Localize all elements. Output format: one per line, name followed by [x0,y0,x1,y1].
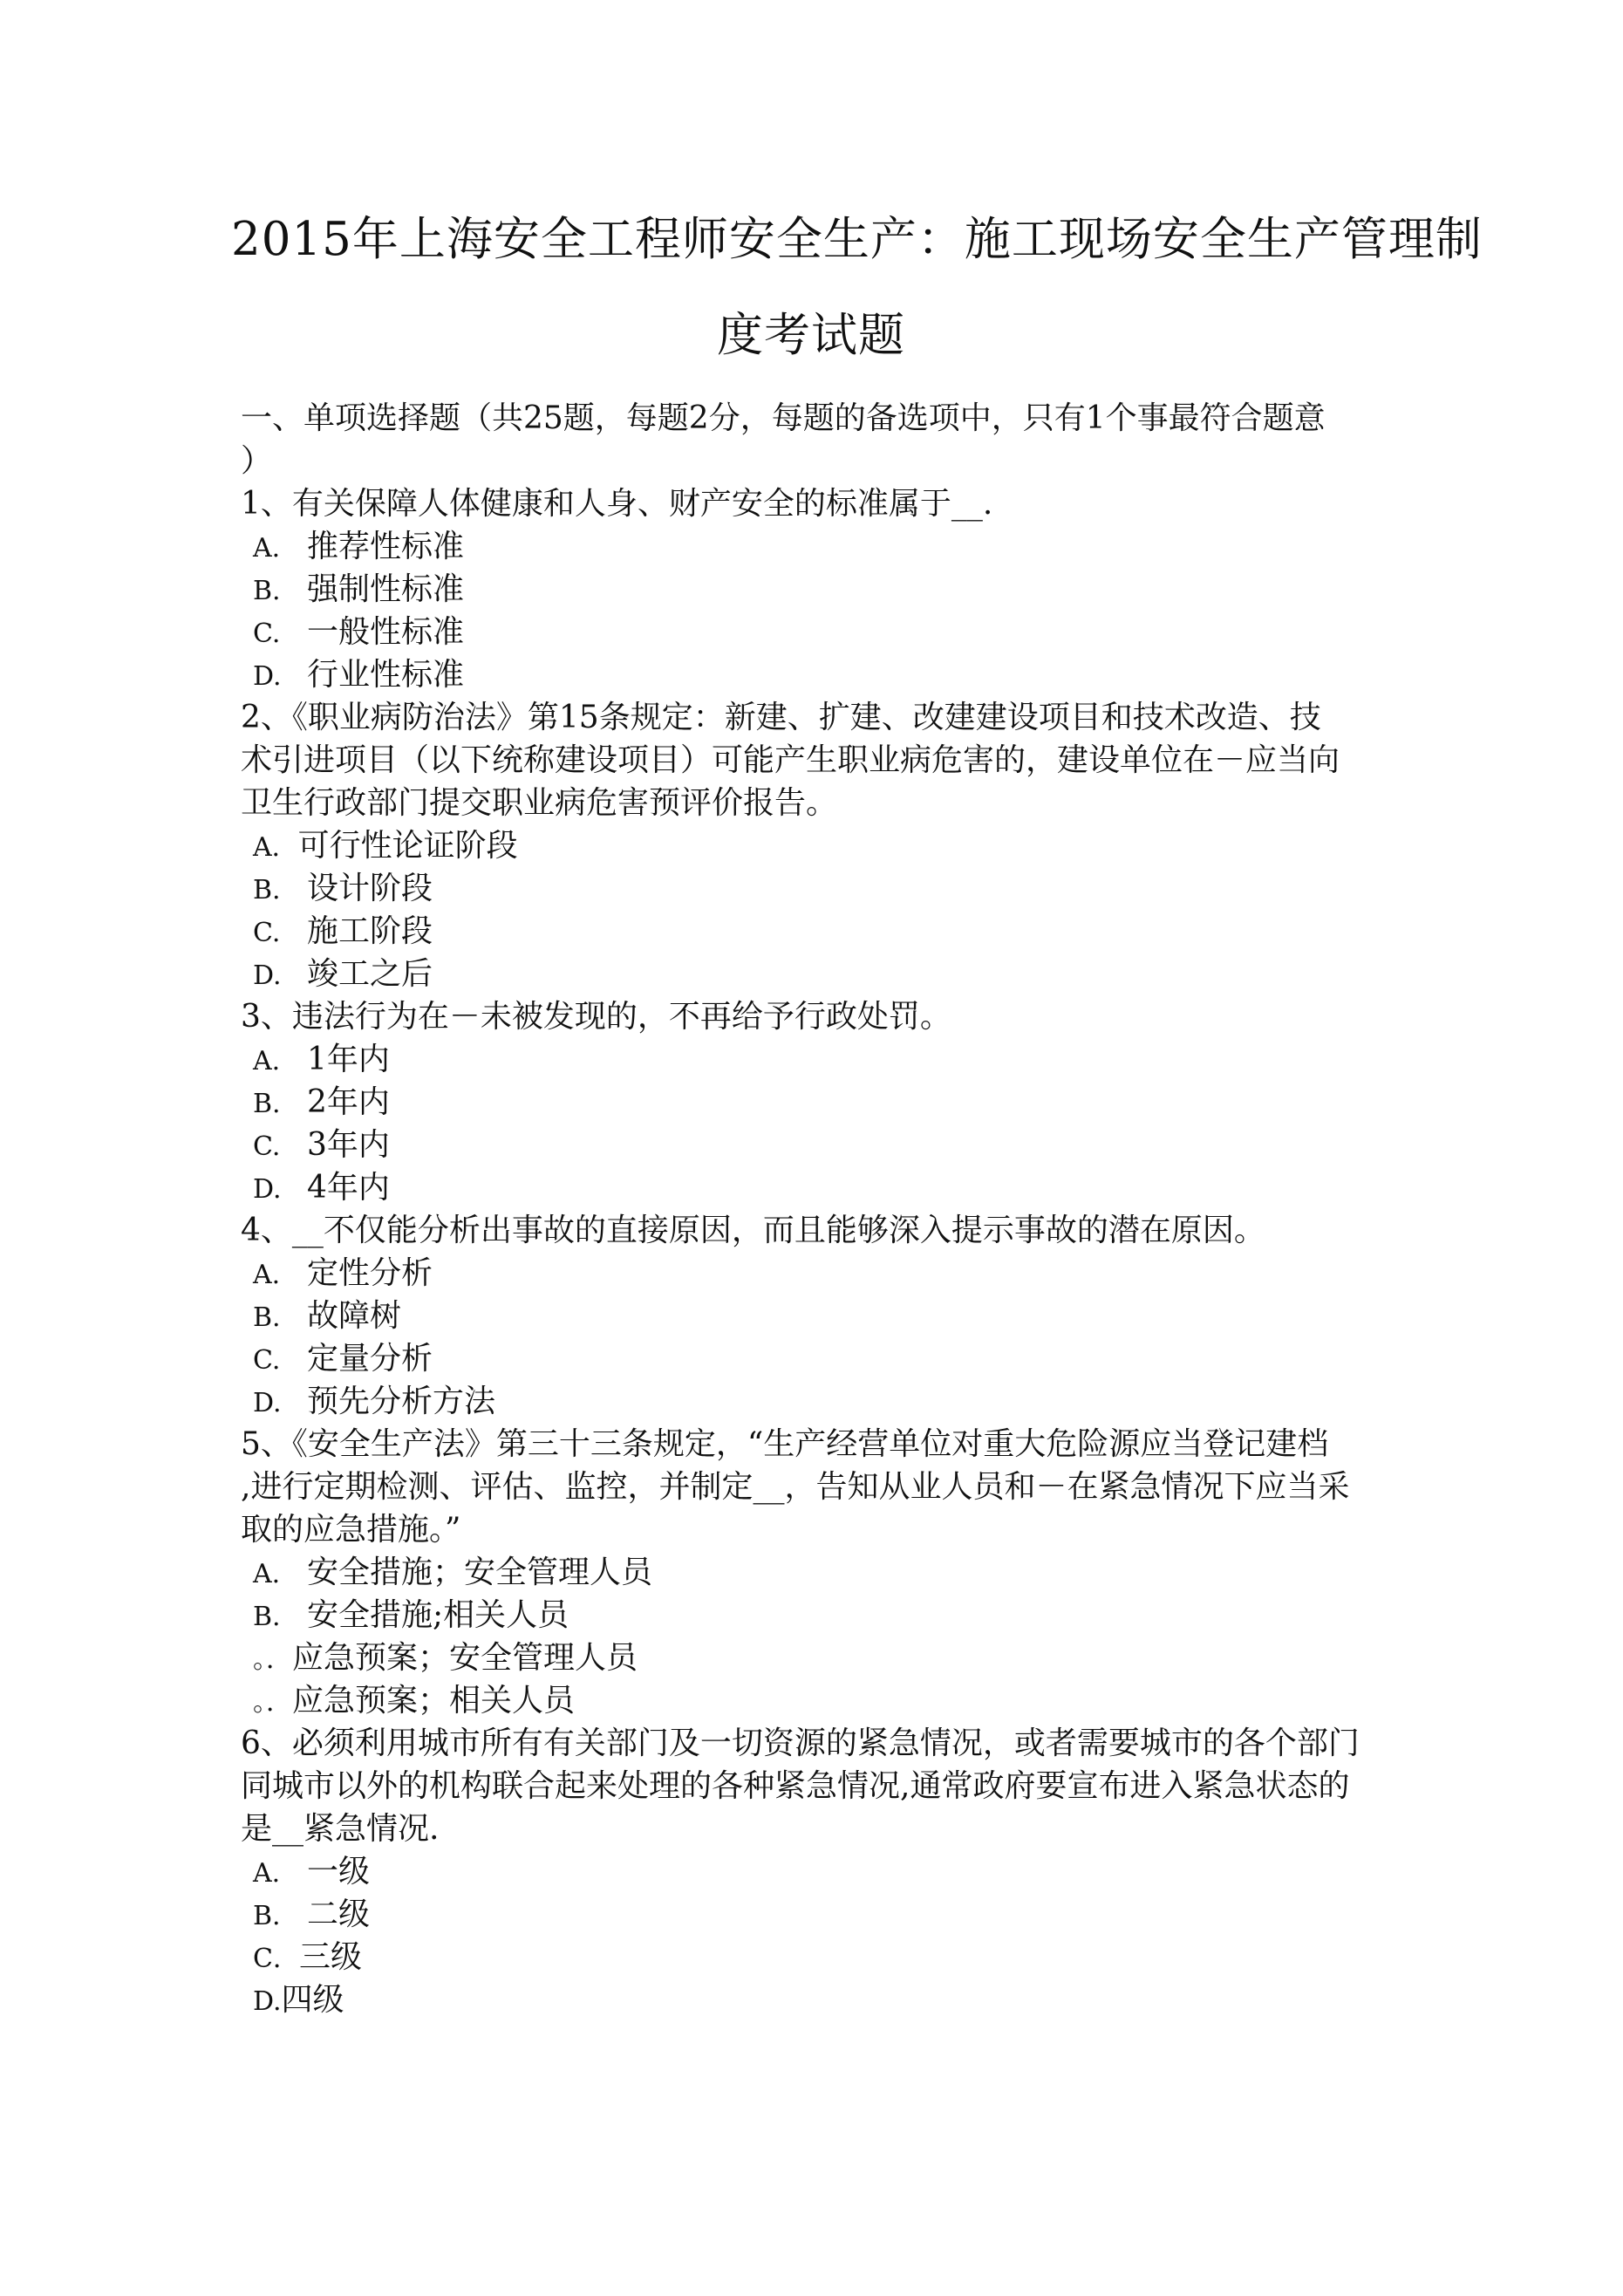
option-label: C. [253,918,281,948]
option-label: A. [253,533,281,564]
option-d [241,1380,1409,1423]
question-3 [241,995,1409,1209]
question-text: 1、有关保障人体健康和人身、财产安全的标准属于__. [241,486,993,522]
document-title-line-1: 2015年上海安全工程师安全生产：施工现场安全生产管理制 [231,213,1483,266]
option-label: B. [253,576,281,606]
option-c [241,910,1409,953]
option-label: B. [253,1602,281,1632]
option-text: 行业性标准 [307,657,465,693]
question-text: 4、__不仅能分析出事故的直接原因，而且能够深入提示事故的潜在原因。 [241,1213,1265,1248]
question-text: 是__紧急情况. [241,1811,440,1847]
option-text: 施工阶段 [307,913,433,949]
option-text: 二级 [307,1896,371,1932]
option-label: D. [253,1388,282,1418]
option-label: 。． [253,1687,292,1718]
question-text: 3、违法行为在－未被发现的，不再给予行政处罚。 [241,999,951,1035]
option-text: 定性分析 [307,1255,433,1291]
option-label: D. [253,1986,282,2017]
option-d [241,1166,1409,1209]
question-text: 6、必须利用城市所有有关部门及一切资源的紧急情况，或者需要城市的各个部门 [241,1725,1360,1761]
option-d [241,653,1409,696]
option-b [241,568,1409,611]
option-text: 故障树 [307,1298,402,1334]
option-label: B. [253,1089,281,1119]
option-a [241,824,1409,867]
document-title-line-2: 度考试题 [717,309,905,362]
option-text: 预先分析方法 [307,1384,496,1419]
option-text: 竣工之后 [307,956,433,992]
question-text: 5、《安全生产法》第三十三条规定，“生产经营单位对重大危险源应当登记建档 [241,1426,1329,1462]
option-c [241,1637,1409,1679]
option-b [241,1295,1409,1337]
option-text: 1年内 [307,1042,390,1077]
section-heading-line-2: ） [241,443,273,479]
option-label: A． [253,832,298,863]
question-1 [241,482,1409,696]
option-label: B. [253,875,281,905]
option-c [241,1337,1409,1380]
option-c [241,1936,1409,1978]
option-label: C. [253,618,281,649]
question-text: 术引进项目（以下统称建设项目）可能产生职业病危害的，建设单位在－应当向 [241,742,1340,778]
question-6 [241,1722,1409,2021]
option-text: 4年内 [307,1170,390,1206]
option-a [241,1850,1409,1893]
option-c [241,1124,1409,1166]
option-text: 2年内 [307,1084,390,1120]
question-5 [241,1423,1409,1722]
option-a [241,1038,1409,1081]
option-d [241,1679,1409,1722]
question-text: 卫生行政部门提交职业病危害预评价报告。 [241,785,838,821]
question-text: 取的应急措施。” [241,1512,461,1548]
option-text: 强制性标准 [307,571,465,607]
option-a [241,525,1409,568]
option-label: C. [253,1345,281,1376]
option-label: B. [253,1302,281,1333]
option-text: 3年内 [307,1127,390,1163]
option-a [241,1252,1409,1295]
option-label: A. [253,1559,281,1589]
question-text: ,进行定期检测、评估、监控，并制定__，告知从业人员和－在紧急情况下应当采 [241,1469,1350,1505]
option-text: 四级 [281,1982,344,2018]
option-label: A. [253,1046,281,1076]
option-label: C. [253,1131,281,1162]
option-text: 应急预案；相关人员 [292,1683,576,1719]
question-text: 同城市以外的机构联合起来处理的各种紧急情况,通常政府要宣布进入紧急状态的 [241,1768,1350,1804]
question-4 [241,1209,1409,1423]
option-label: B. [253,1901,281,1931]
option-text: 设计阶段 [307,871,433,906]
option-label: C． [253,1944,299,1974]
option-c [241,611,1409,653]
option-text: 可行性论证阶段 [297,828,518,864]
option-label: D. [253,960,282,991]
option-b [241,1893,1409,1936]
option-label: D. [253,1174,282,1205]
option-a [241,1551,1409,1594]
option-text: 定量分析 [307,1341,433,1377]
option-d [241,1978,1409,2021]
question-text: 2、《职业病防治法》第15条规定：新建、扩建、改建建设项目和技术改造、技 [241,700,1321,735]
option-b [241,1081,1409,1124]
option-label: D. [253,661,282,692]
option-text: 安全措施;相关人员 [307,1597,569,1633]
option-b [241,867,1409,910]
option-text: 安全措施；安全管理人员 [307,1555,653,1590]
document-body [241,397,1409,2021]
option-text: 应急预案；安全管理人员 [292,1640,638,1676]
option-d [241,953,1409,995]
option-text: 一级 [307,1854,371,1889]
option-label: A. [253,1858,281,1889]
option-text: 推荐性标准 [307,529,465,564]
option-text: 一般性标准 [307,614,465,650]
option-label: 。． [253,1644,292,1675]
option-text: 三级 [298,1939,362,1975]
option-label: A. [253,1260,281,1290]
section-heading-line-1: 一、单项选择题（共25题，每题2分，每题的备选项中，只有1个事最符合题意 [241,400,1326,436]
question-2 [241,696,1409,995]
option-b [241,1594,1409,1637]
